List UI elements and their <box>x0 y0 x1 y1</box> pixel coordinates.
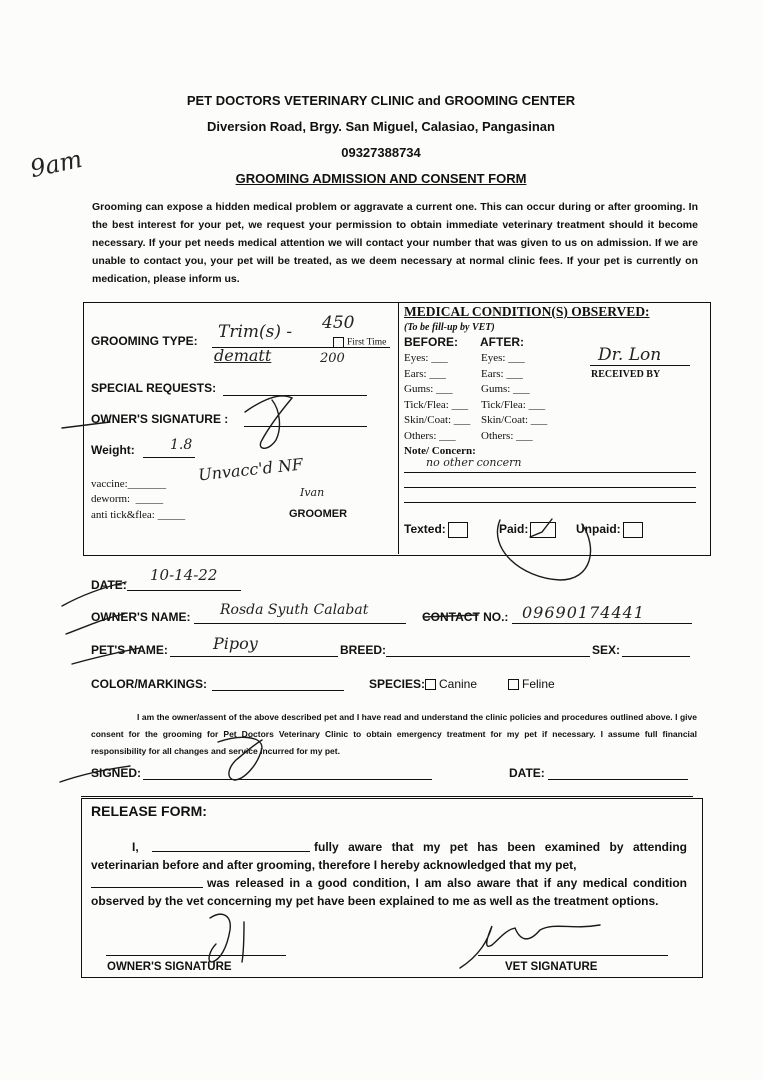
owner-name-strike <box>66 614 124 634</box>
vaccine-label: vaccine: <box>91 478 128 490</box>
pet-name-label: PET'S NAME: <box>91 643 168 657</box>
deworm-field: deworm: _____ <box>91 493 164 505</box>
owner-signature-mark <box>62 396 292 448</box>
release-owner-signature <box>209 914 244 962</box>
contact-value: 09690174441 <box>522 603 645 622</box>
pet-name-strike <box>72 648 140 664</box>
before-row: Eyes: ___ <box>404 352 448 364</box>
consent-signature <box>218 737 262 780</box>
vaccine-field: vaccine:_______ <box>91 478 167 490</box>
intro-paragraph: Grooming can expose a hidden medical problem or aggravate a current one. This can occur during or after grooming. In the best interest for your pet, we request your permission to obtain immediate veterinary treatment should it become necessary. If your pet needs medical attention we will contact your number that was given to us on admission. If we are unable to contact you, your pet will be treated, as we deem necessary at normal clinic fees. If your pet is currently on medication, please inform us. <box>92 201 698 285</box>
feline-label: Feline <box>522 677 555 691</box>
date-label: DATE: <box>91 578 127 592</box>
medical-condition-title: MEDICAL CONDITION(S) OBSERVED: <box>404 304 650 319</box>
contact-strike <box>424 615 478 617</box>
grooming-type-price2: 200 <box>320 351 345 366</box>
release-text-1: fully aware that my pet has been examined by attending veterinarian before and after grooming, therefore I hereby acknowledged that my pet, <box>91 840 687 872</box>
note-label: Note/ Concern: <box>404 445 476 457</box>
texted-label: Texted: <box>404 522 446 537</box>
owner-signature-label: OWNER'S SIGNATURE : <box>91 412 229 426</box>
color-label: COLOR/MARKINGS: <box>91 677 207 691</box>
vet-signature <box>460 925 600 968</box>
groomer-label: GROOMER <box>289 508 348 520</box>
paid-check-mark <box>530 519 552 537</box>
after-row: Gums: ___ <box>481 383 530 395</box>
weight-label: Weight: <box>91 443 135 457</box>
margin-note: 9am <box>27 144 85 184</box>
contact-label: CONTACT NO.: <box>422 610 509 624</box>
first-time-label: First Time <box>347 337 387 348</box>
received-by-value: Dr. Lon <box>598 345 662 365</box>
antitick-field: anti tick&flea: _____ <box>91 509 186 521</box>
form-title: GROOMING ADMISSION AND CONSENT FORM <box>235 171 527 186</box>
medical-condition-subtitle: (To be fill-up by VET) <box>404 322 495 333</box>
release-text-2: was released in a good condition, I am also aware that if any medical condition observed by the vet concerning my pet have been explained to me as well as the treatment options. <box>91 876 687 908</box>
consent-text: I am the owner/assent of the above described pet and I have read and understand the clinic policies and procedures outlined above. I give consent for the grooming for Pet Doctors Veterinary Clinic to obtain emergency treatment for my pet if necessary. I assume full financial responsibility for all changes and service incurred for my pet. <box>91 712 697 756</box>
before-row: Skin/Coat: ___ <box>404 414 471 426</box>
breed-label: BREED: <box>340 643 387 657</box>
release-owner-signature-label: OWNER'S SIGNATURE <box>107 961 232 973</box>
canine-label: Canine <box>439 677 478 691</box>
owner-name-label: OWNER'S NAME: <box>91 610 191 624</box>
before-row: Tick/Flea: ___ <box>404 398 469 411</box>
date-strike <box>62 582 126 606</box>
unpaid-label: Unpaid: <box>576 522 621 537</box>
date-value: 10-14-22 <box>150 566 218 584</box>
clinic-address: Diversion Road, Brgy. San Miguel, Calasiao, Pangasinan <box>207 119 555 134</box>
deworm-label: deworm: <box>91 493 131 505</box>
after-label: AFTER: <box>480 335 524 349</box>
grooming-type-value: Trim(s) - <box>218 322 293 342</box>
after-row: Ears: ___ <box>481 367 523 380</box>
special-requests-label: SPECIAL REQUESTS: <box>91 381 217 395</box>
sex-label: SEX: <box>592 643 621 657</box>
signed-label: SIGNED: <box>91 766 142 780</box>
before-row: Gums: ___ <box>404 383 453 395</box>
after-row: Eyes: ___ <box>481 352 525 364</box>
note-value: no other concern <box>426 456 522 469</box>
after-row: Others: ___ <box>481 429 533 442</box>
groomer-value: Ivan <box>300 486 325 499</box>
release-title: RELEASE FORM: <box>91 803 207 819</box>
release-i-label: I, <box>132 840 139 854</box>
owner-name-value: Rosda Syuth Calabat <box>220 602 369 618</box>
after-row: Tick/Flea: ___ <box>481 398 546 411</box>
species-label: SPECIES: <box>369 677 426 691</box>
before-label: BEFORE: <box>404 335 458 349</box>
consent-date-label: DATE: <box>509 766 545 780</box>
antitick-label: anti tick&flea: <box>91 509 155 521</box>
grooming-type-label: GROOMING TYPE: <box>91 334 198 348</box>
before-row: Ears: ___ <box>404 367 446 380</box>
paid-label: Paid: <box>499 522 529 537</box>
received-by-label: RECEIVED BY <box>591 369 661 380</box>
after-row: Skin/Coat: ___ <box>481 414 548 426</box>
pet-name-value: Pipoy <box>213 634 258 653</box>
grooming-type-price: 450 <box>322 313 355 333</box>
weight-value: 1.8 <box>170 437 193 453</box>
clinic-phone: 09327388734 <box>341 145 421 160</box>
unvaccinated-note: Unvacc'd NF <box>197 454 304 485</box>
grooming-type-value2: dematt <box>214 346 272 365</box>
clinic-name: PET DOCTORS VETERINARY CLINIC and GROOMING CENTER <box>186 93 576 108</box>
release-vet-signature-label: VET SIGNATURE <box>505 961 598 973</box>
signed-strike <box>60 766 130 782</box>
before-row: Others: ___ <box>404 429 456 442</box>
